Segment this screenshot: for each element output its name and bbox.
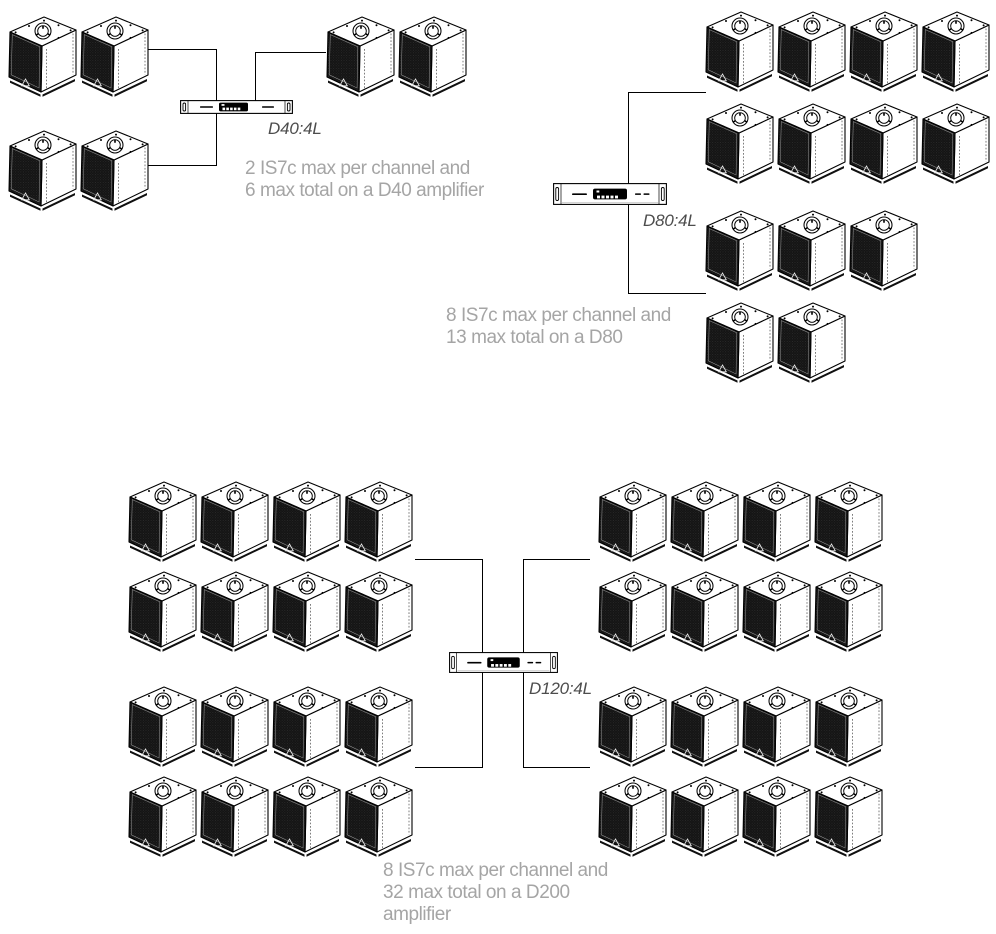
subwoofer-icon — [199, 478, 271, 562]
connection-line — [415, 767, 483, 768]
connection-line — [255, 52, 326, 53]
subwoofer-icon — [343, 568, 415, 652]
subwoofer-icon — [848, 100, 920, 184]
subwoofer-icon — [704, 100, 776, 184]
subwoofer-icon — [813, 773, 885, 857]
subwoofer-icon — [848, 8, 920, 92]
subwoofer-icon — [813, 568, 885, 652]
subwoofer-icon — [669, 478, 741, 562]
subwoofer-icon — [79, 127, 151, 211]
subwoofer-icon — [127, 773, 199, 857]
subwoofer-icon — [848, 207, 920, 291]
connection-line — [148, 165, 217, 166]
subwoofer-icon — [741, 773, 813, 857]
caption-line: 8 IS7c max per channel and — [383, 860, 608, 881]
subwoofer-icon — [7, 127, 79, 211]
subwoofer-icon — [776, 299, 848, 383]
subwoofer-icon — [7, 13, 79, 97]
connection-line — [148, 49, 217, 50]
amplifier-d80-icon — [553, 183, 667, 205]
subwoofer-icon — [343, 773, 415, 857]
connection-line — [216, 49, 217, 101]
subwoofer-icon — [199, 568, 271, 652]
caption-d80 — [446, 305, 671, 349]
amplifier-d40-icon — [180, 100, 293, 114]
connection-line — [628, 92, 706, 93]
connection-line — [255, 52, 256, 101]
connection-line — [523, 559, 590, 560]
subwoofer-icon — [669, 683, 741, 767]
subwoofer-icon — [704, 8, 776, 92]
subwoofer-icon — [704, 299, 776, 383]
subwoofer-icon — [397, 13, 469, 97]
caption-line: 6 max total on a D40 amplifier — [245, 180, 484, 201]
subwoofer-icon — [813, 478, 885, 562]
connection-line — [216, 113, 217, 166]
caption-line: 2 IS7c max per channel and — [245, 158, 470, 179]
amplifier-d200-icon — [449, 652, 558, 673]
subwoofer-icon — [920, 8, 992, 92]
subwoofer-icon — [343, 478, 415, 562]
subwoofer-icon — [669, 568, 741, 652]
subwoofer-icon — [271, 683, 343, 767]
amp-label-d40: D40:4L — [268, 119, 322, 138]
subwoofer-icon — [776, 207, 848, 291]
amp-label-d80: D80:4L — [643, 211, 697, 230]
connection-line — [523, 767, 590, 768]
subwoofer-icon — [127, 478, 199, 562]
subwoofer-icon — [741, 683, 813, 767]
subwoofer-icon — [597, 568, 669, 652]
subwoofer-icon — [741, 568, 813, 652]
subwoofer-icon — [704, 207, 776, 291]
subwoofer-icon — [776, 8, 848, 92]
subwoofer-icon — [271, 478, 343, 562]
subwoofer-icon — [271, 568, 343, 652]
caption-line: 13 max total on a D80 — [446, 327, 623, 348]
subwoofer-icon — [127, 683, 199, 767]
subwoofer-icon — [813, 683, 885, 767]
amp-label-d120: D120:4L — [529, 679, 592, 698]
caption-d40 — [245, 158, 484, 202]
subwoofer-icon — [343, 683, 415, 767]
caption-line: 8 IS7c max per channel and — [446, 305, 671, 326]
subwoofer-icon — [741, 478, 813, 562]
caption-line: amplifier — [383, 904, 451, 925]
subwoofer-icon — [199, 773, 271, 857]
subwoofer-icon — [199, 683, 271, 767]
subwoofer-icon — [271, 773, 343, 857]
subwoofer-icon — [127, 568, 199, 652]
subwoofer-icon — [920, 100, 992, 184]
subwoofer-icon — [79, 13, 151, 97]
subwoofer-icon — [597, 773, 669, 857]
subwoofer-icon — [669, 773, 741, 857]
connection-line — [628, 293, 706, 294]
subwoofer-icon — [776, 100, 848, 184]
subwoofer-icon — [597, 683, 669, 767]
subwoofer-icon — [597, 478, 669, 562]
subwoofer-icon — [325, 13, 397, 97]
connection-line — [415, 559, 483, 560]
caption-line: 32 max total on a D200 — [383, 882, 570, 903]
caption-d200 — [383, 860, 608, 926]
